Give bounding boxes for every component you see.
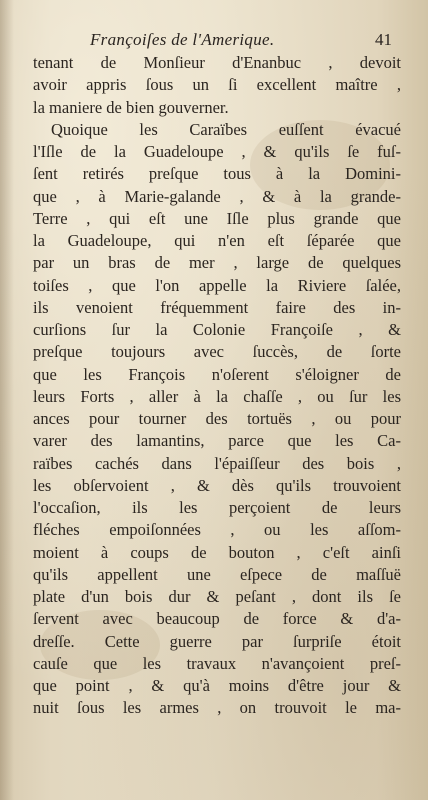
text-line: ſervent avec beaucoup de force & d'a- [33,609,401,629]
text-line: ſent retirés preſque tous à la Domini- [33,164,401,184]
text-line: curſions ſur la Colonie Françoiſe , & [33,320,401,339]
text-line: raïbes cachés dans l'épaiſſeur des bois , [33,453,401,473]
text-line: par un bras de mer , large de quelques [33,253,401,273]
text-line: preſque toujours avec ſuccès, de ſorte [33,342,401,362]
text-line: moient à coups de bouton , c'eſt ainſi [33,542,401,562]
text-line: varer des lamantins, parce que les Ca- [33,431,401,451]
text-line: les obſervoient , & dès qu'ils trouvoient [33,475,401,495]
page-number: 41 [375,30,392,49]
text-line: tenant de Monſieur d'Enanbuc , devoit [33,53,401,72]
text-line: ances pour tourner des tortuës , ou pour [33,409,401,428]
text-line: toiſes , que l'on appelle la Riviere ſalée, [33,275,401,295]
text-line: que , à Marie-galande , & à la grande- [33,186,401,206]
gutter-shadow [0,0,14,800]
body-text [33,52,401,720]
text-line: plate d'un bois dur & peſant , dont ils ſe [33,587,401,606]
text-line: avoir appris ſous un ſi excellent maître , [33,75,401,95]
text-line: l'Iſle de la Guadeloupe , & qu'ils ſe fuſ- [33,142,401,161]
text-line: fléches empoiſonnées , ou les aſſom- [33,520,401,540]
text-line: cauſe que les travaux n'avançoient preſ- [33,653,401,673]
text-line: Terre , qui eſt une Iſle plus grande que [33,208,401,228]
text-line: ils venoient fréquemment faire des in- [33,297,401,317]
text-line: dreſſe. Cette guerre par ſurpriſe étoit [33,631,401,651]
text-line: nuit ſous les armes , on trouvoit le ma- [33,698,401,718]
running-head: Françoiſes de l'Amerique. [90,30,275,49]
text-line: leurs Forts , aller à la chaſſe , ou ſur les [33,386,401,406]
text-line: que les François n'oſerent s'éloigner de [33,364,401,384]
text-line: qu'ils appellent une eſpece de maſſuë [33,564,401,584]
text-line: la Guadeloupe, qui n'en eſt ſéparée que [33,231,401,250]
text-line: la maniere de bien gouverner. [33,97,229,117]
text-line: l'occaſion, ils les perçoient de leurs [33,498,401,517]
text-line: Quoique les Caraïbes euſſent évacué [51,119,401,139]
text-line: que point , & qu'à moins d'être jour & [33,676,401,695]
page-header [60,30,396,52]
